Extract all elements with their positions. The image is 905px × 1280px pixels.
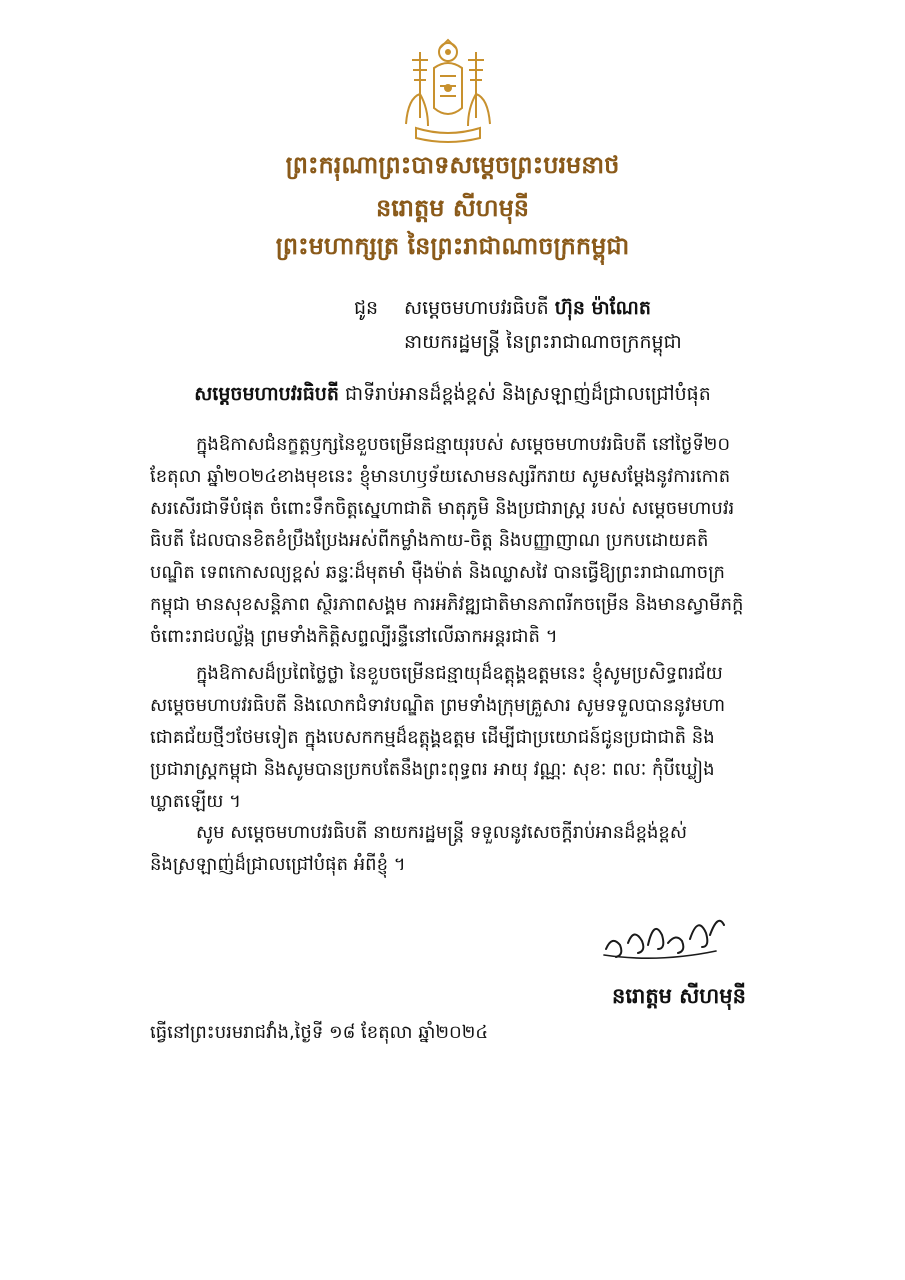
paragraph-line: និងស្រឡាញ់ដ៏ជ្រាលជ្រៅបំផុត អំពីខ្ញុំ ។ [150, 854, 406, 875]
recipient-label: ជូន [354, 297, 379, 319]
place-and-date: ធ្វើនៅព្រះបរមរាជវាំង,ថ្ងៃទី ១៨ ខែតុលា ឆ្នាំ២០២៤ [150, 1022, 489, 1043]
paragraph-line: កម្ពុជា មានសុខសន្តិភាព ស្ថិរភាពសង្គម ការអភិវឌ្ឍជាតិមានភាពរីកចម្រើន និងមានស្វាមីភក្តិ [150, 594, 744, 615]
paragraph-line: សូម សម្តេចមហាបវរធិបតី នាយករដ្ឋមន្ត្រី ទទួលនូវសេចក្តីរាប់អានដ៏ខ្ពង់ខ្ពស់ [196, 822, 687, 843]
paragraph-1 [150, 429, 770, 653]
paragraph-3 [150, 817, 770, 881]
recipient-honorific: សម្តេចមហាបវរធិបតី [404, 297, 549, 319]
paragraph-line: សរសើរជាទីបំផុត ចំពោះទឹកចិត្តស្នេហាជាតិ មាតុភូមិ និងប្រជារាស្ត្រ របស់ សម្តេចមហាបវរ [150, 498, 735, 519]
subject-rest: ជាទីរាប់អានដ៏ខ្ពង់ខ្ពស់ និងស្រឡាញ់ដ៏ជ្រាលជ្រៅបំផុត [338, 383, 711, 405]
paragraph-line: ជោគជ័យថ្មីៗថែមទៀត ក្នុងបេសកកម្មដ៏ឧត្តុង្គឧត្តម ដើម្បីជាប្រយោជន៍ជូនប្រជាជាតិ និង [150, 727, 715, 748]
subject-line [0, 382, 905, 410]
recipient-title: នាយករដ្ឋមន្ត្រី នៃព្រះរាជាណាចក្រកម្ពុជា [404, 331, 682, 353]
royal-cambodian-emblem-icon [398, 38, 498, 146]
header-royal-title: ព្រះករុណាព្រះបាទសម្តេចព្រះបរមនាថ [285, 151, 620, 179]
header-kingdom: ព្រះមហាក្សត្រ នៃព្រះរាជាណាចក្រកម្ពុជា [275, 232, 630, 260]
paragraph-line: ឃ្លាតឡើយ ។ [150, 791, 241, 812]
paragraph-line: ធិបតី ដែលបានខិតខំប្រឹងប្រែងអស់ពីកម្លាំងកាយ-ចិត្ត និងបញ្ញាញាណ ប្រកបដោយគតិ [150, 530, 709, 551]
paragraph-line: ចំពោះរាជបល្ល័ង្ក ព្រមទាំងកិត្តិសព្ទល្បីរន្ទឺនៅលើឆាកអន្តរជាតិ ។ [150, 626, 558, 647]
paragraph-line: ក្នុងឱកាសដ៏ប្រពៃថ្លៃថ្លា នៃខួបចម្រើនជន្មាយុដ៏ឧត្តុង្គឧត្តមនេះ ខ្ញុំសូមប្រសិទ្ធពរជ័យ [196, 663, 723, 684]
signatory-name: នរោត្តម សីហមុនី [612, 984, 746, 1008]
paragraph-line: បណ្ឌិត ទេពកោសល្យខ្ពស់ ឆន្ទៈដ៏មុតមាំ ម៉ឺងម៉ាត់ និងឈ្លាសវៃ បានធ្វើឱ្យព្រះរាជាណាចក្រ [150, 562, 725, 583]
paragraph-line: ខែតុលា ឆ្នាំ២០២៤ខាងមុខនេះ ខ្ញុំមានហឫទ័យសោមនស្សរីករាយ សូមសម្តែងនូវការកោត [150, 466, 731, 487]
recipient-name: ហ៊ុន ម៉ាណែត [554, 297, 651, 319]
paragraph-line: ក្នុងឱកាសជំនក្ខត្តឫក្សនៃខួបចម្រើនជន្មាយុរបស់ សម្តេចមហាបវរធិបតី នៅថ្ងៃទី២០ [196, 434, 731, 455]
paragraph-2 [150, 658, 770, 818]
header-king-name: នរោត្តម សីហមុនី [375, 194, 530, 222]
subject-bold: សម្តេចមហាបវរធិបតី [194, 383, 339, 405]
paragraph-line: ប្រជារាស្ត្រកម្ពុជា និងសូមបានប្រកបតែនឹងព្រះពុទ្ធពរ អាយុ វណ្ណៈ សុខៈ ពលៈ កុំបីឃ្លៀង [150, 759, 715, 780]
handwritten-signature [598, 905, 733, 965]
recipient-line [404, 296, 651, 324]
paragraph-line: សម្តេចមហាបវរធិបតី និងលោកជំទាវបណ្ឌិត ព្រមទាំងក្រុមគ្រួសារ សូមទទួលបាននូវមហា [150, 695, 726, 716]
